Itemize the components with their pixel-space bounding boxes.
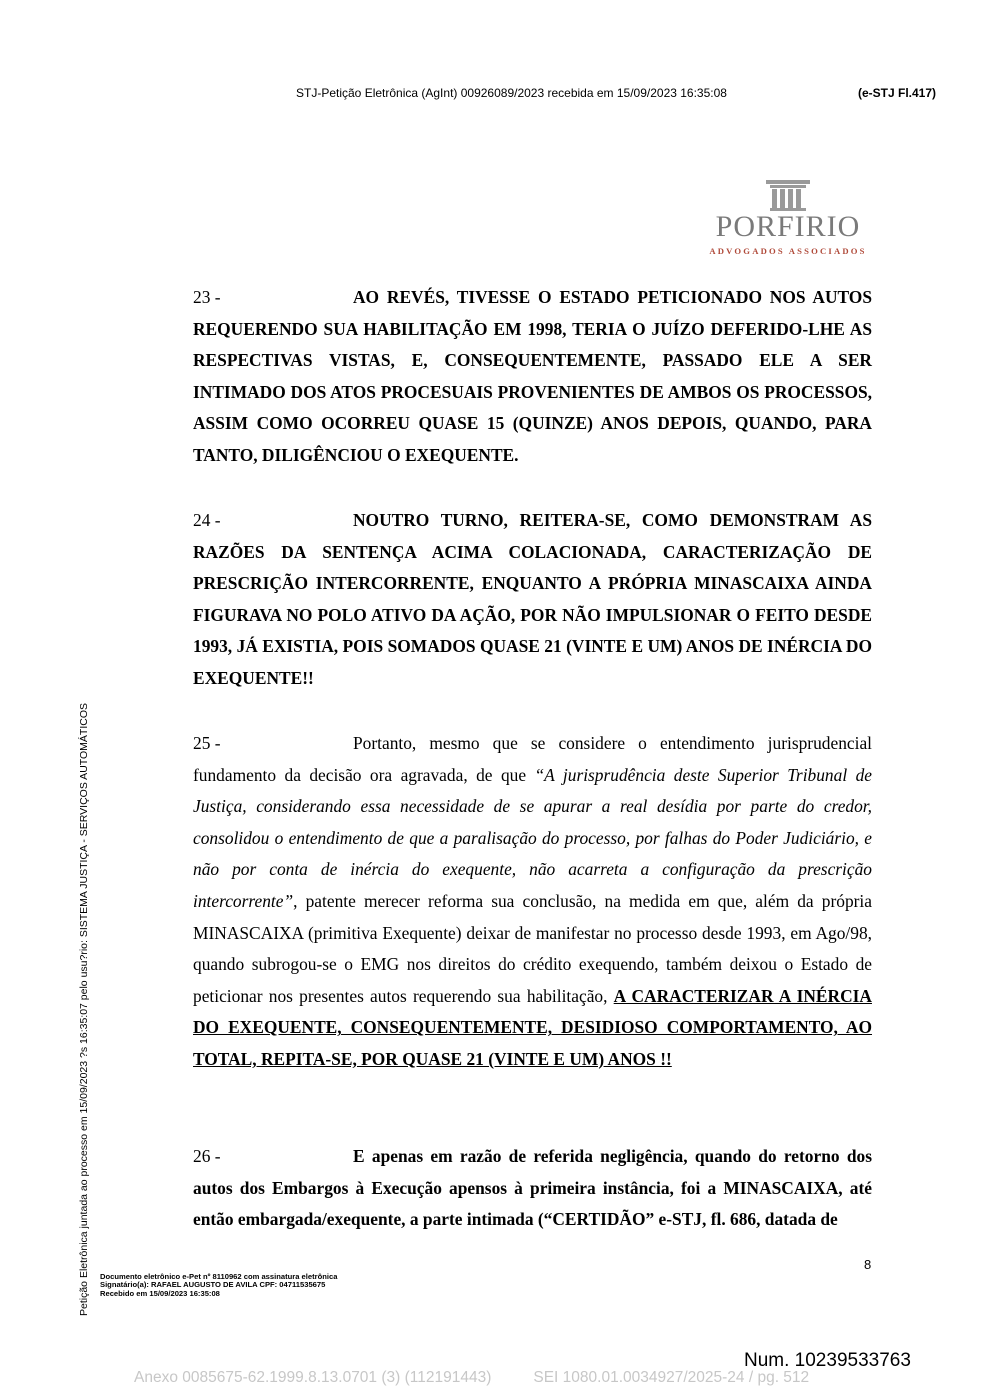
page-number: 8 (864, 1257, 872, 1272)
signature-line: Signatário(a): RAFAEL AUGUSTO DE AVILA CPF: 04711535675 (100, 1280, 326, 1290)
paragraph-text: E apenas em razão de referida negligência, quando do retorno dos autos dos Embargos à Execução apensos à primeira instância, foi a MINASCAIXA, até então embargada/exequente, a parte intimada (“CERTIDÃO” e-STJ, fl. 686, datada de (193, 1146, 872, 1230)
document-number: Num. 10239533763 (744, 1350, 911, 1371)
jurisprudence-quote: “A jurisprudência deste Superior Tribunal de Justiça, considerando essa necessidade de se apurar a real desídia por parte do credor, consolidou o entendimento de que a paralisação do processo, por falhas do Poder Judiciário, e não por conta de inércia do exequente, não acarreta a configuração da prescrição intercorrente” (193, 764, 872, 911)
paragraph-text: NOUTRO TURNO, REITERA-SE, COMO DEMONSTRAM AS RAZÕES DA SENTENÇA ACIMA COLACIONADA, CARACTERIZAÇÃO DE PRESCRIÇÃO INTERCORRENTE, ENQUANTO A PRÓPRIA MINASCAIXA AINDA FIGURAVA NO POLO ATIVO DA AÇÃO, POR NÃO IMPULSIONAR O FEITO DESDE 1993, JÁ EXISTIA, POIS SOMADOS QUASE 21 (VINTE E UM) ANOS DE INÉRCIA DO EXEQUENTE!! (193, 510, 872, 688)
paragraph-23 (193, 282, 872, 472)
firm-logo (700, 178, 876, 258)
side-stamp: Petição Eletrônica juntada ao processo em 15/09/2023 ?s 16:35:07 pelo usu?rio: SISTEMA JUSTIÇA - SERVIÇOS AUTOMÁTICOS (78, 703, 90, 1316)
paragraph-text-continued: , patente merecer reforma sua conclusão, na medida em que, além da própria MINASCAIXA (primitiva Exequente) deixar de manifestar no processo desde 1993, em Ago/98, quando subrogou-se o EMG nos direitos do crédito exequendo, também deixou o Estado de peticionar nos presentes autos requerendo sua habilitação, (193, 890, 872, 1006)
annex-reference: Anexo 0085675-62.1999.8.13.0701 (3) (112191443) (134, 1369, 492, 1386)
signature-line: Recebido em 15/09/2023 16:35:08 (100, 1288, 220, 1298)
paragraph-24 (193, 505, 872, 695)
paragraph-25 (193, 728, 872, 1076)
paragraph-number: 23 - (193, 287, 221, 307)
signature-block (100, 1273, 337, 1298)
header-folio: (e-STJ Fl.417) (858, 86, 937, 100)
signature-line: Documento eletrônico e-Pet nº 8110962 com assinatura eletrônica (100, 1272, 338, 1281)
paragraph-number: 26 - (193, 1146, 221, 1166)
header-title: STJ-Petição Eletrônica (AgInt) 00926089/2023 recebida em 15/09/2023 16:35:08 (296, 86, 727, 100)
paragraph-number: 24 - (193, 510, 221, 530)
paragraph-number: 25 - (193, 733, 221, 753)
logo-subtitle: ADVOGADOS ASSOCIADOS (709, 246, 867, 256)
emphasized-conclusion: A CARACTERIZAR A INÉRCIA DO EXEQUENTE, CONSEQUENTEMENTE, DESIDIOSO COMPORTAMENTO, AO TOTAL, REPITA-SE, POR QUASE 21 (VINTE E UM) ANOS !! (193, 985, 872, 1069)
paragraph-text: AO REVÉS, TIVESSE O ESTADO PETICIONADO NOS AUTOS REQUERENDO SUA HABILITAÇÃO EM 1998, TERIA O JUÍZO DEFERIDO-LHE AS RESPECTIVAS VISTAS, E, CONSEQUENTEMENTE, PASSADO ELE A SER INTIMADO DOS ATOS PROCESUAIS PROVENIENTES DE AMBOS OS PROCESSOS, ASSIM COMO OCORREU QUASE 15 (QUINZE) ANOS DEPOIS, QUANDO, PARA TANTO, DILIGÊNCIOU O EXEQUENTE. (193, 287, 872, 465)
column-capital-icon (700, 178, 876, 212)
annex-footer (134, 1369, 809, 1387)
sei-reference: SEI 1080.01.0034927/2025-24 / pg. 512 (533, 1369, 810, 1386)
logo-name: PORFIRIO (715, 210, 861, 243)
paragraph-26 (193, 1141, 872, 1236)
paragraph-text: Portanto, mesmo que se considere o entendimento jurisprudencial fundamento da decisão ora agravada, de que (193, 733, 872, 785)
